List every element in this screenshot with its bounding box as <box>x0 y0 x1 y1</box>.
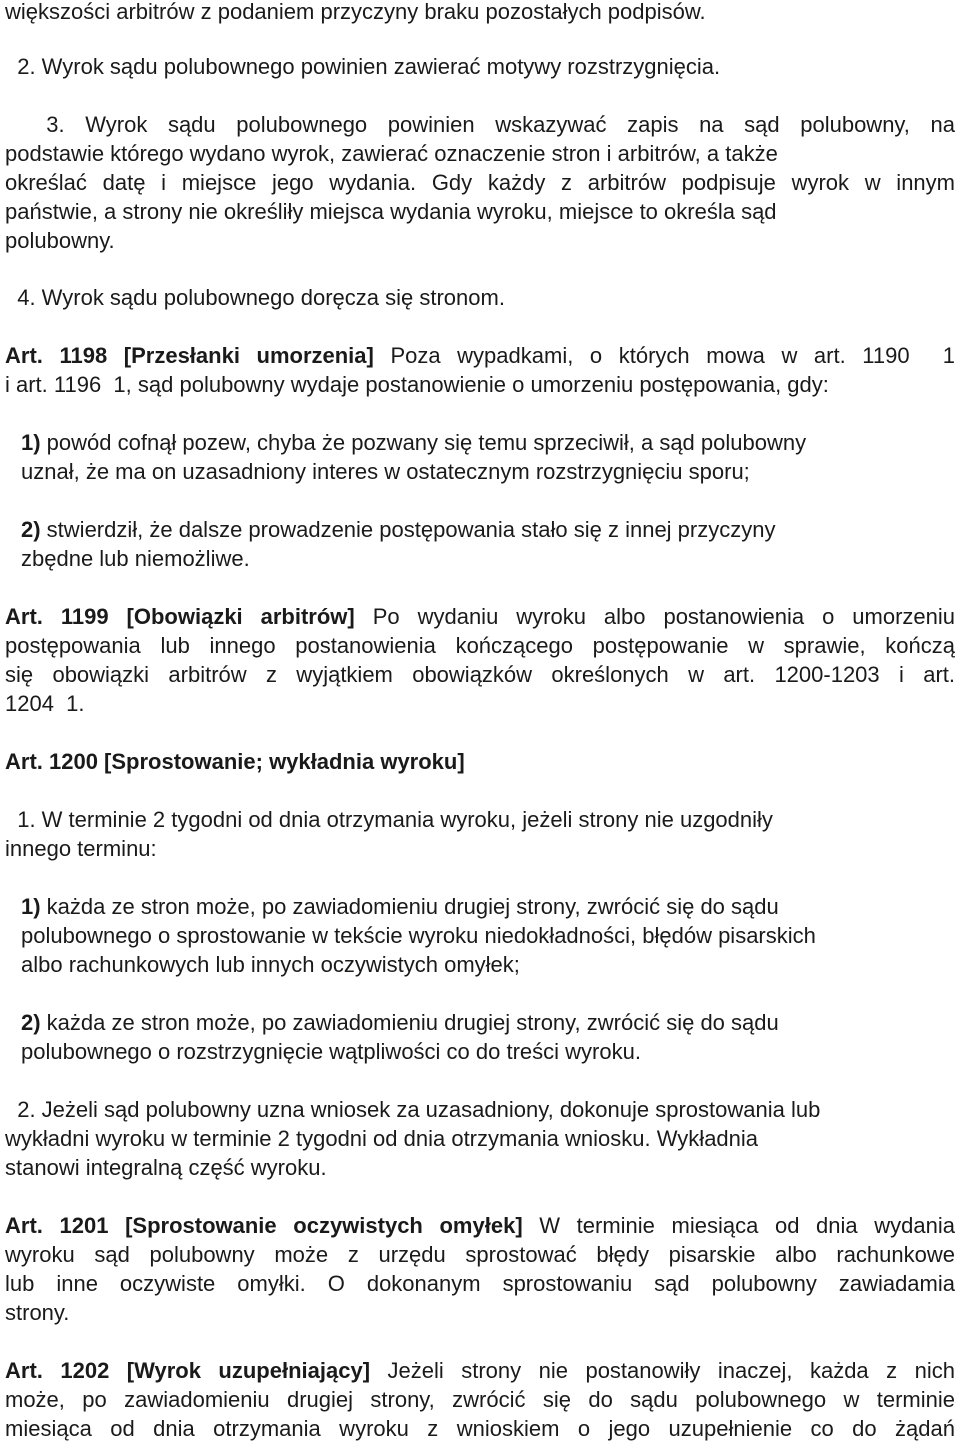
text-line: 4. Wyrok sądu polubownego doręcza się stronom. <box>5 285 505 310</box>
text-line: polubownego o sprostowanie w tekście wyroku niedokładności, błędów pisarskich <box>21 923 816 948</box>
article-heading-line <box>5 748 465 776</box>
article-heading: Art. 1198 [Przesłanki umorzenia] <box>5 343 374 368</box>
text-line: polubowny. <box>5 228 115 253</box>
text-line: strony. <box>5 1300 70 1325</box>
text-line: miesiąca od dnia otrzymania wyroku z wnioskiem o jego uzupełnienie co do żądań <box>5 1416 955 1441</box>
list-item-line: 2) każda ze stron może, po zawiadomieniu drugiej strony, zwrócić się do sądu <box>21 1010 779 1035</box>
text-line: wykładni wyroku w terminie 2 tygodni od dnia otrzymania wniosku. Wykładnia <box>5 1126 759 1151</box>
text-line: większości arbitrów z podaniem przyczyny braku pozostałych podpisów. <box>5 0 706 24</box>
text-line: 1. W terminie 2 tygodni od dnia otrzymania wyroku, jeżeli strony nie uzgodniły <box>5 807 773 832</box>
list-marker: 1) <box>21 430 41 455</box>
text-line: się obowiązki arbitrów z wyjątkiem obowiązków określonych w art. 1200-1203 i art. <box>5 662 955 687</box>
text-line: zbędne lub niemożliwe. <box>21 546 250 571</box>
text-line: określać datę i miejsce jego wydania. Gdy każdy z arbitrów podpisuje wyrok w innym <box>5 170 955 195</box>
list-marker: 2) <box>21 517 41 542</box>
list-marker: 1) <box>21 894 41 919</box>
text-line: albo rachunkowych lub innych oczywistych omyłek; <box>21 952 520 977</box>
list-item-line: 2) stwierdził, że dalsze prowadzenie postępowania stało się z innej przyczyny <box>21 517 776 542</box>
text-line: i art. 1196 1, sąd polubowny wydaje postanowienie o umorzeniu postępowania, gdy: <box>5 372 829 397</box>
article-heading-line: Art. 1202 [Wyrok uzupełniający] Jeżeli strony nie postanowiły inaczej, każda z nich <box>5 1358 955 1383</box>
text-line: polubownego o rozstrzygnięcie wątpliwości co do treści wyroku. <box>21 1039 641 1064</box>
text-line: może, po zawiadomieniu drugiej strony, zwrócić się do sądu polubownego w terminie <box>5 1387 955 1412</box>
text-line: innego terminu: <box>5 836 157 861</box>
article-heading: Art. 1199 [Obowiązki arbitrów] <box>5 604 355 629</box>
article-heading: Art. 1202 [Wyrok uzupełniający] <box>5 1358 371 1383</box>
text-line: wyroku sąd polubowny może z urzędu sprostować błędy pisarskie albo rachunkowe <box>5 1242 955 1267</box>
article-heading-line: Art. 1201 [Sprostowanie oczywistych omyłek] W terminie miesiąca od dnia wydania <box>5 1213 955 1238</box>
article-heading-line: Art. 1199 [Obowiązki arbitrów] Po wydaniu wyroku albo postanowienia o umorzeniu <box>5 604 956 629</box>
text-line: 2. Jeżeli sąd polubowny uzna wniosek za uzasadniony, dokonuje sprostowania lub <box>5 1097 821 1122</box>
list-marker: 2) <box>21 1010 41 1035</box>
article-heading: Art. 1201 [Sprostowanie oczywistych omyłek] <box>5 1213 523 1238</box>
article-heading: Art. 1200 [Sprostowanie; wykładnia wyroku] <box>5 749 465 774</box>
list-item-line: 1) powód cofnął pozew, chyba że pozwany się temu sprzeciwił, a sąd polubowny <box>21 430 807 455</box>
text-line: postępowania lub innego postanowienia kończącego postępowanie w sprawie, kończą <box>5 633 955 658</box>
text-line: 1204 1. <box>5 691 85 716</box>
article-heading-line: Art. 1198 [Przesłanki umorzenia] Poza wypadkami, o których mowa w art. 1190 1 <box>5 343 955 368</box>
text-line: 2. Wyrok sądu polubownego powinien zawierać motywy rozstrzygnięcia. <box>5 54 721 79</box>
text-line: państwie, a strony nie określiły miejsca wydania wyroku, miejsce to określa sąd <box>5 199 777 224</box>
text-line: lub inne oczywiste omyłki. O dokonanym sprostowaniu sąd polubowny zawiadamia <box>5 1271 955 1296</box>
list-item-line: 1) każda ze stron może, po zawiadomieniu drugiej strony, zwrócić się do sądu <box>21 894 779 919</box>
text-line: podstawie którego wydano wyrok, zawierać oznaczenie stron i arbitrów, a także <box>5 141 778 166</box>
text-line: uznał, że ma on uzasadniony interes w ostatecznym rozstrzygnięciu sporu; <box>21 459 750 484</box>
text-line: 3. Wyrok sądu polubownego powinien wskazywać zapis na sąd polubowny, na <box>5 112 955 137</box>
text-line: stanowi integralną część wyroku. <box>5 1155 327 1180</box>
